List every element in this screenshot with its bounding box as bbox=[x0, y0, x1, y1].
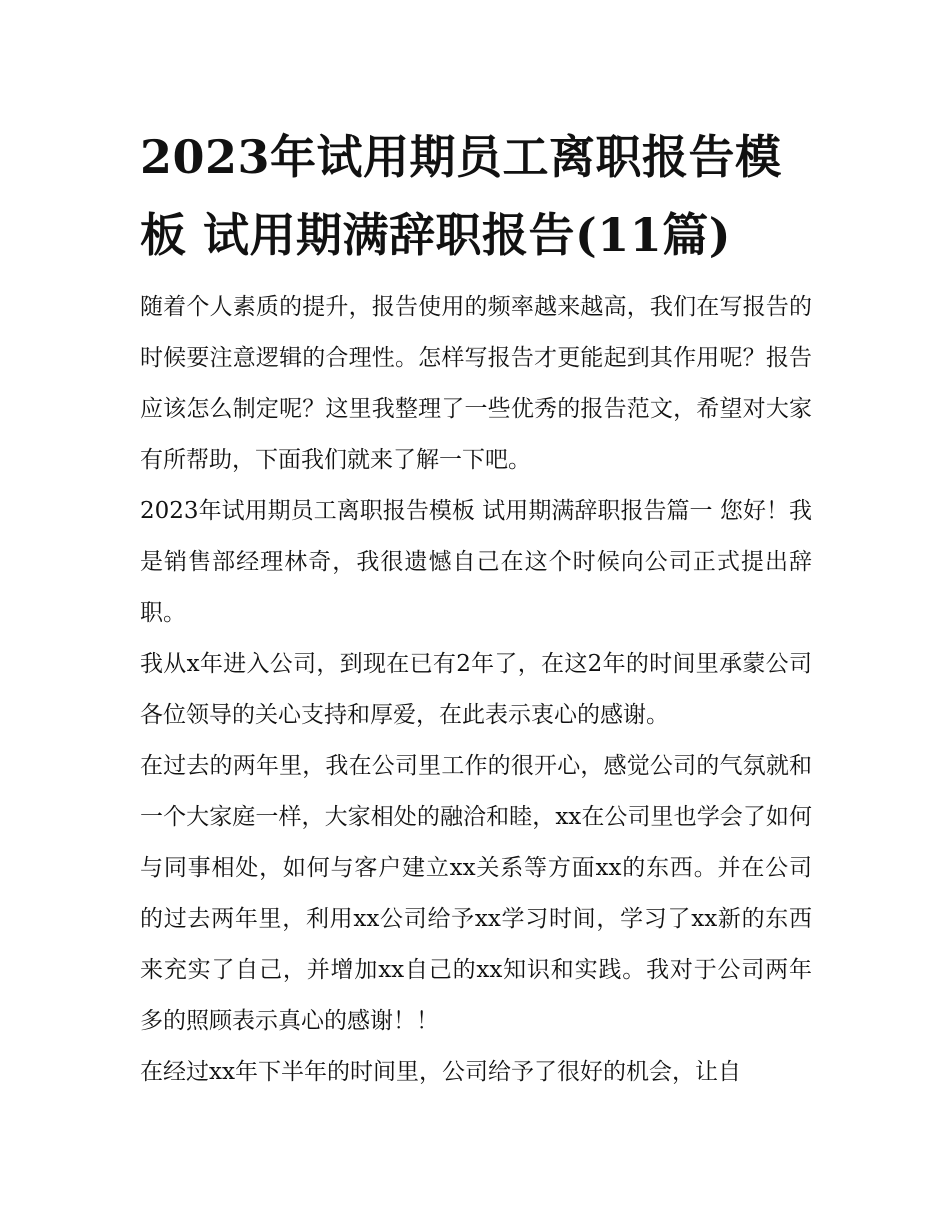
document-body bbox=[140, 282, 812, 1098]
document-page bbox=[140, 118, 812, 1098]
body-paragraph: 在经过xx年下半年的时间里，公司给予了很好的机会，让自 bbox=[140, 1059, 741, 1085]
body-paragraph: 我从x年进入公司，到现在已有2年了，在这2年的时间里承蒙公司各位领导的关心支持和厚爱，在此表示衷心的感谢。 bbox=[140, 651, 812, 728]
intro-paragraph: 随着个人素质的提升，报告使用的频率越来越高，我们在写报告的时候要注意逻辑的合理性。怎样写报告才更能起到其作用呢？报告应该怎么制定呢？这里我整理了一些优秀的报告范文，希望对大家有所帮助，下面我们就来了解一下吧。 bbox=[140, 294, 812, 473]
document-title: 2023年试用期员工离职报告模板 试用期满辞职报告(11篇) bbox=[140, 130, 782, 262]
body-paragraph: 在过去的两年里，我在公司里工作的很开心，感觉公司的气氛就和一个大家庭一样，大家相处的融洽和睦，xx在公司里也学会了如何与同事相处，如何与客户建立xx关系等方面xx的东西。并在公司的过去两年里，利用xx公司给予xx学习时间，学习了xx新的东西来充实了自己，并增加xx自己的xx知识和实践。我对于公司两年多的照顾表示真心的感谢！！ bbox=[140, 753, 812, 1034]
body-paragraph: 2023年试用期员工离职报告模板 试用期满辞职报告篇一 您好！我是销售部经理林奇，我很遗憾自己在这个时候向公司正式提出辞职。 bbox=[140, 498, 812, 626]
